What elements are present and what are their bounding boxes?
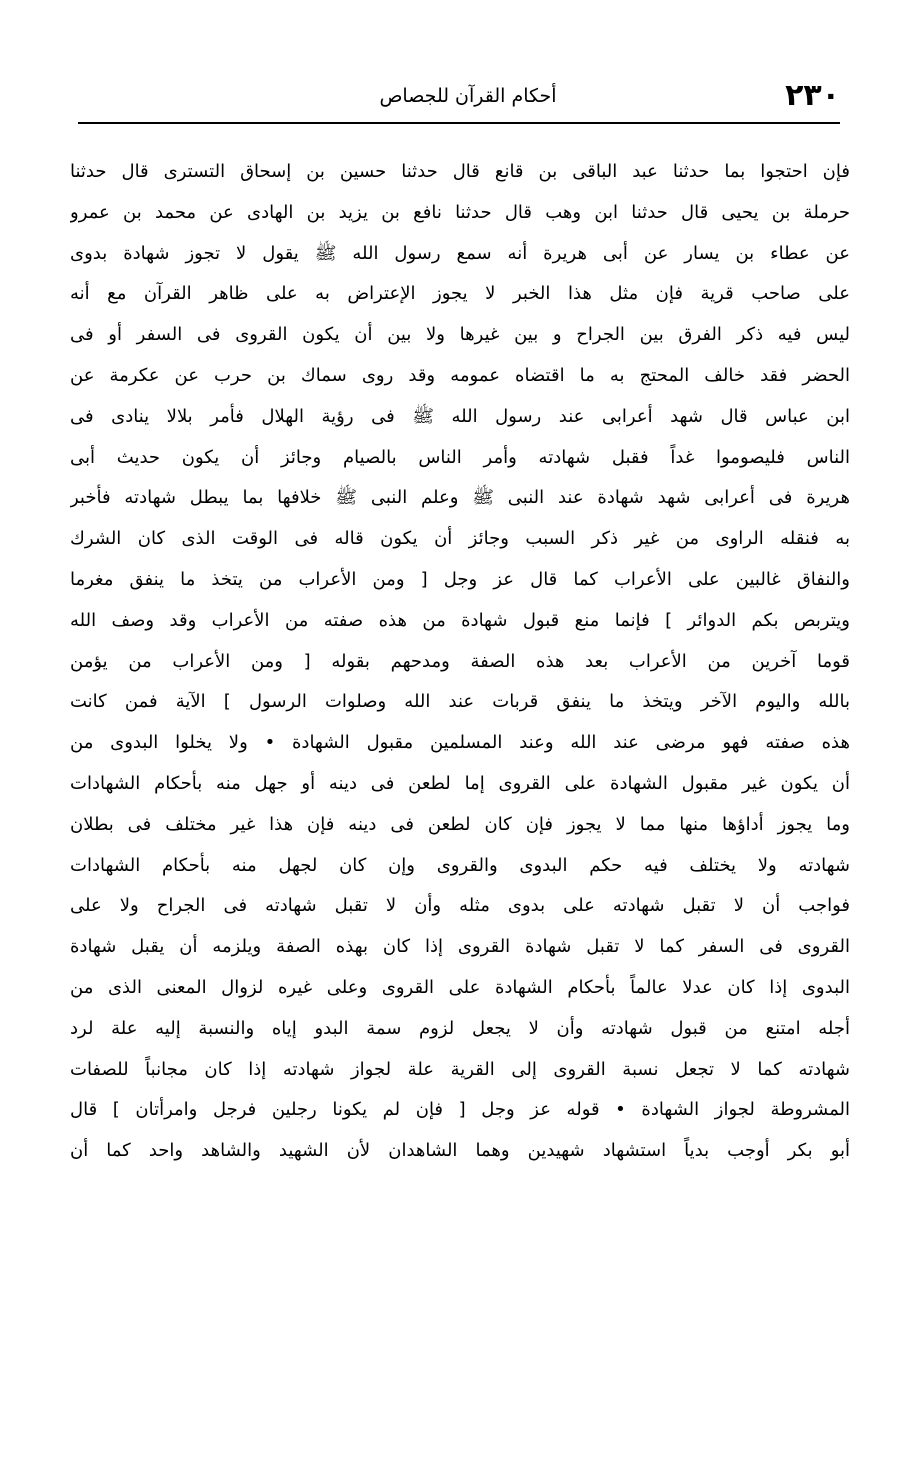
text-line: والنفاق غالبين على الأعراب كما قال عز وجل [ ومن الأعراب من يتخذ ما ينفق مغرما [70,568,850,590]
text-line: أبو بكر أوجب بدياً استشهاد شهيدين وهما الشاهدان لأن الشهيد والشاهد واحد كما أن [70,1140,850,1162]
running-title: أحكام القرآن للجصاص [379,85,557,107]
text-line: هريرة فى أعرابى شهد شهادة عند النبى ﷺ وعلم النبى ﷺ خلافها بما يبطل شهادته فأخبر [70,487,850,509]
text-line: ويتربص بكم الدوائر ] فإنما منع قبول شهادة من هذه صفته من الأعراب وقد وصف الله [70,609,850,631]
text-line: به فنقله الراوى من غير ذكر السبب وجائز أن يكون قاله فى الوقت الذى كان الشرك [70,528,850,550]
text-line: ليس فيه ذكر الفرق بين الجراح و بين غيرها ولا بين أن يكون القروى فى السفر أو فى [70,324,850,346]
text-line: بالله واليوم الآخر ويتخذ ما ينفق قربات عند الله وصلوات الرسول ] الآية فمن كانت [70,691,850,713]
text-line: وما يجوز أداؤها منها مما لا يجوز فإن كان لطعن فى دينه فإن هذا غير مختلف فى بطلان [70,813,850,835]
page-header [78,78,840,118]
text-line: قوما آخرين من الأعراب بعد هذه الصفة ومدحهم بقوله [ ومن الأعراب من يؤمن [70,650,850,672]
text-line: الناس فليصوموا غداً فقبل شهادته وأمر الناس بالصيام وجائز أن يكون حديث أبى [70,446,850,468]
text-line: ابن عباس قال شهد أعرابى عند رسول الله ﷺ فى رؤية الهلال فأمر بلالا ينادى فى [70,405,850,427]
text-line: على صاحب قرية فإن مثل هذا الخبر لا يجوز الإعتراض به على ظاهر القرآن مع أنه [70,283,850,305]
text-line: المشروطة لجواز الشهادة • قوله عز وجل [ فإن لم يكونا رجلين فرجل وامرأتان ] قال [70,1099,850,1121]
text-line: الحضر فقد خالف المحتج به ما اقتضاه عمومه وقد روى سماك بن حرب عن عكرمة عن [70,364,850,386]
text-line: شهادته ولا يختلف فيه حكم البدوى والقروى وإن كان لجهل منه بأحكام الشهادات [70,854,850,876]
text-line: هذه صفته فهو مرضى عند الله وعند المسلمين مقبول الشهادة • ولا يخلوا البدوى من [70,732,850,754]
text-line: حرملة بن يحيى قال حدثنا ابن وهب قال حدثنا نافع بن يزيد بن الهادى عن محمد بن عمرو [70,201,850,223]
text-line: فواجب أن لا تقبل شهادته على بدوى مثله وأن لا تقبل شهادته فى الجراح ولا على [70,895,850,917]
text-line: أن يكون غير مقبول الشهادة على القروى إما لطعن فى دينه أو جهل منه بأحكام الشهادات [70,772,850,794]
text-line: شهادته كما لا تجعل نسبة القروى إلى القرية علة لجواز شهادته إذا كان مجانباً للصفات [70,1058,850,1080]
text-line: القروى فى السفر كما لا تقبل شهادة القروى إذا كان بهذه الصفة ويلزمه أن يقبل شهادة [70,936,850,958]
text-line: أجله امتنع من قبول شهادته وأن لا يجعل لزوم سمة البدو إياه والنسبة إليه علة لرد [70,1017,850,1039]
text-line: عن عطاء بن يسار عن أبى هريرة أنه سمع رسول الله ﷺ يقول لا تجوز شهادة بدوى [70,242,850,264]
text-line: البدوى إذا كان عدلا عالماً بأحكام الشهادة على القروى وعلى غيره لزوال المعنى الذى من [70,976,850,998]
text-line: فإن احتجوا بما حدثنا عبد الباقى بن قانع قال حدثنا حسين بن إسحاق التسترى قال حدثنا [70,161,850,182]
page-number: ٢٣٠ [785,78,840,113]
body-text [70,152,850,1172]
header-divider [78,122,840,124]
